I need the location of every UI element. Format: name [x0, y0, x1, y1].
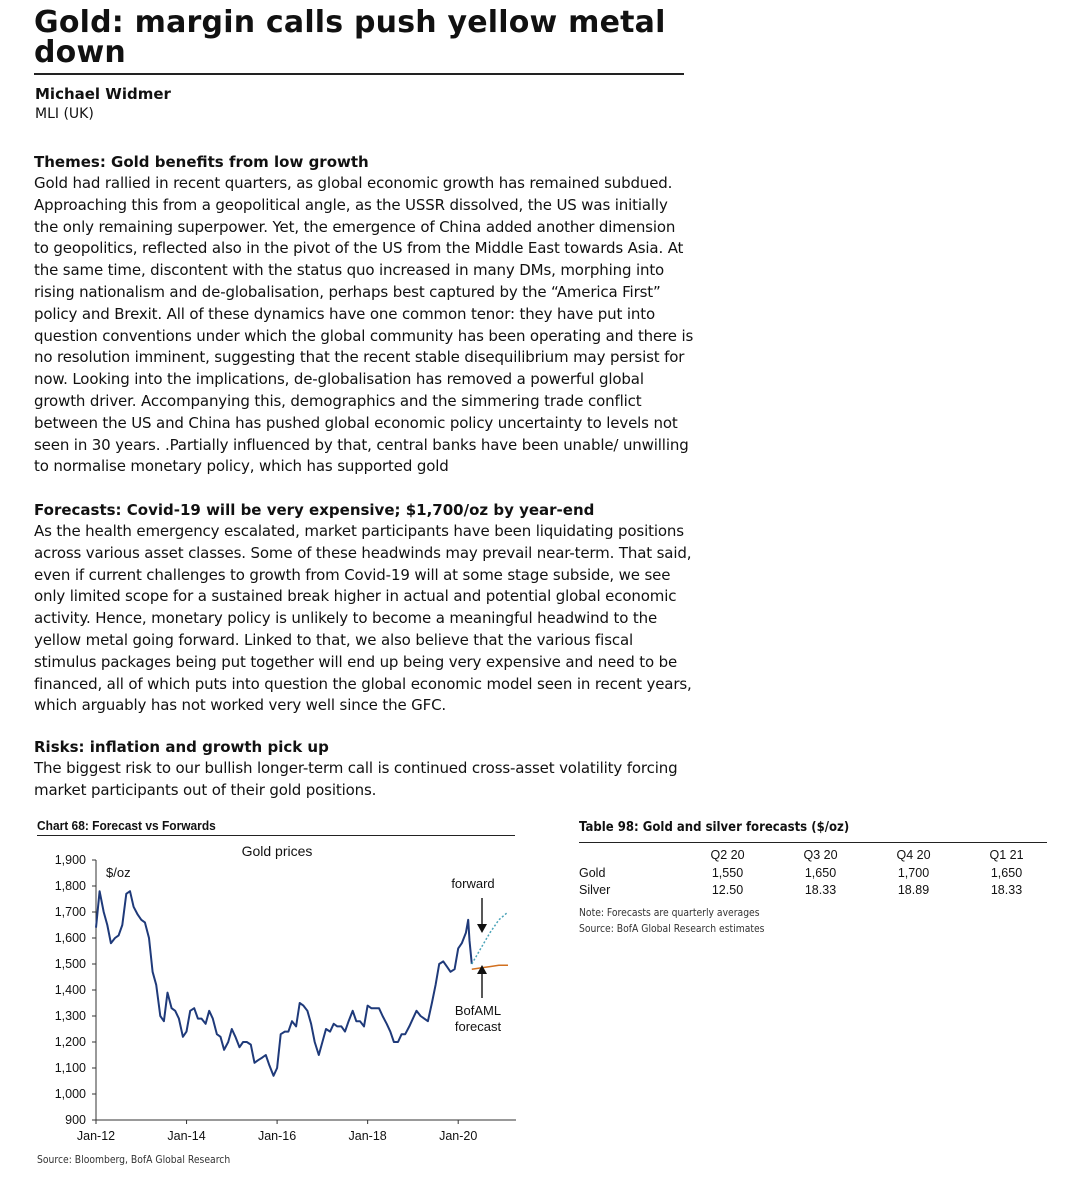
chart-heading: Chart 68: Forecast vs Forwards — [37, 818, 216, 833]
author-name: Michael Widmer — [35, 85, 171, 103]
row-label: Gold — [579, 865, 606, 880]
author-affiliation: MLI (UK) — [35, 106, 94, 122]
forecast-table — [579, 846, 1053, 898]
y-tick-label: 1,200 — [54, 1035, 86, 1049]
table-cell: 1,650 — [804, 865, 837, 880]
chart-source: Source: Bloomberg, BofA Global Research — [37, 1154, 231, 1166]
table-row — [579, 881, 1053, 898]
y-tick-label: 1,400 — [54, 983, 86, 997]
table-source: Source: BofA Global Research estimates — [579, 923, 765, 935]
table-cell: 12.50 — [711, 882, 744, 897]
x-tick-label: Jan-12 — [76, 1129, 116, 1143]
y-tick-label: 1,900 — [54, 853, 86, 867]
table-header-row — [579, 846, 1053, 864]
table-cell: 1,700 — [897, 865, 930, 880]
table-header-cell: Q3 20 — [803, 848, 838, 862]
table-cell: 18.33 — [990, 882, 1023, 897]
y-tick-label: 1,500 — [54, 957, 86, 971]
x-tick-label: Jan-16 — [257, 1129, 297, 1143]
forecast-line — [472, 965, 508, 969]
table-cell: 1,650 — [990, 865, 1023, 880]
section-themes — [34, 152, 694, 478]
section-heading: Forecasts: Covid-19 will be very expensive; $1,700/oz by year-end — [34, 501, 595, 519]
x-tick-label: Jan-18 — [348, 1129, 387, 1143]
table-cell: 18.89 — [897, 882, 930, 897]
y-tick-label: 1,000 — [54, 1087, 86, 1101]
table-header-cell — [579, 846, 681, 864]
y-tick-label: 1,600 — [54, 931, 86, 945]
y-axis-label: $/oz — [106, 865, 131, 880]
y-tick-label: 1,100 — [54, 1061, 86, 1075]
table-heading: Table 98: Gold and silver forecasts ($/oz) — [579, 820, 850, 835]
gold-price-line — [96, 891, 472, 1076]
chart-rule — [37, 835, 515, 836]
gold-price-chart — [30, 838, 520, 1152]
title-rule — [34, 73, 684, 75]
x-tick-label: Jan-20 — [439, 1129, 478, 1143]
section-heading: Risks: inflation and growth pick up — [34, 738, 329, 756]
section-body: Gold had rallied in recent quarters, as global economic growth has remained subdued. Approaching this from a geopolitical angle, as the USSR dissolved, the US was initially the only remaining superpower. Yet, the emergence of China added another dimension to geopolitics, reflected also in the pivot of the US from the Middle East towards Asia. At the same time, discontent with the status quo increased in many DMs, morphing into rising nationalism and de-globalisation, perhaps best captured by the “America First” policy and Brexit. All of these dynamics have one common tenor: they have put into question conventions under which the global community has been operating and there is no resolution imminent, suggesting that the recent stable disequilibrium may persist for now. Looking into the implications, de-globalisation has removed a powerful global growth driver. Accompanying this, demographics and the simmering trade conflict between the US and China has pushed global economic policy uncertainty to levels not seen in 30 years. .Partially influenced by that, central banks have been unable/ unwilling to normalise monetary policy, which has supported gold — [34, 174, 694, 476]
forward-curve-line — [472, 912, 508, 964]
table-header-cell: Q2 20 — [710, 848, 745, 862]
section-risks — [34, 737, 694, 802]
row-label: Silver — [579, 882, 611, 897]
annotation-forecast: forecast — [454, 1019, 502, 1034]
table-header-cell: Q1 21 — [989, 848, 1024, 862]
section-heading: Themes: Gold benefits from low growth — [34, 153, 369, 171]
section-forecasts — [34, 500, 694, 717]
table-row — [579, 864, 1053, 881]
x-tick-label: Jan-14 — [167, 1129, 206, 1143]
section-body: As the health emergency escalated, market participants have been liquidating positions across various asset classes. Some of these headwinds may prevail near-term. That said, even if current challenges to growth from Covid-19 will at some stage subside, we see only limited scope for a sustained break higher in actual and potential global economic activity. Hence, monetary policy is unlikely to become a meaningful headwind to the yellow metal going forward. Linked to that, we also believe that the various fiscal stimulus packages being put together will end up being very expensive and need to be financed, all of which puts into question the global economic model seen in recent years, which arguably has not worked very well since the GFC. — [34, 522, 692, 715]
table-note: Note: Forecasts are quarterly averages — [579, 907, 760, 919]
annotation-forward: forward — [451, 876, 495, 891]
y-tick-label: 1,700 — [54, 905, 86, 919]
y-tick-label: 1,800 — [54, 879, 86, 893]
section-body: The biggest risk to our bullish longer-term call is continued cross-asset volatility forcing market participants out of their gold positions. — [34, 759, 678, 799]
table-cell: 18.33 — [804, 882, 837, 897]
arrow-head-icon — [477, 924, 487, 933]
arrow-head-icon — [477, 965, 487, 974]
y-tick-label: 1,300 — [54, 1009, 86, 1023]
table-rule — [579, 842, 1047, 843]
page-title: Gold: margin calls push yellow metal down — [34, 5, 666, 70]
table-cell: 1,550 — [711, 865, 744, 880]
chart-title: Gold prices — [241, 843, 313, 859]
table-header-cell: Q4 20 — [896, 848, 931, 862]
annotation-forecast: BofAML — [454, 1003, 502, 1018]
y-tick-label: 900 — [65, 1113, 86, 1127]
